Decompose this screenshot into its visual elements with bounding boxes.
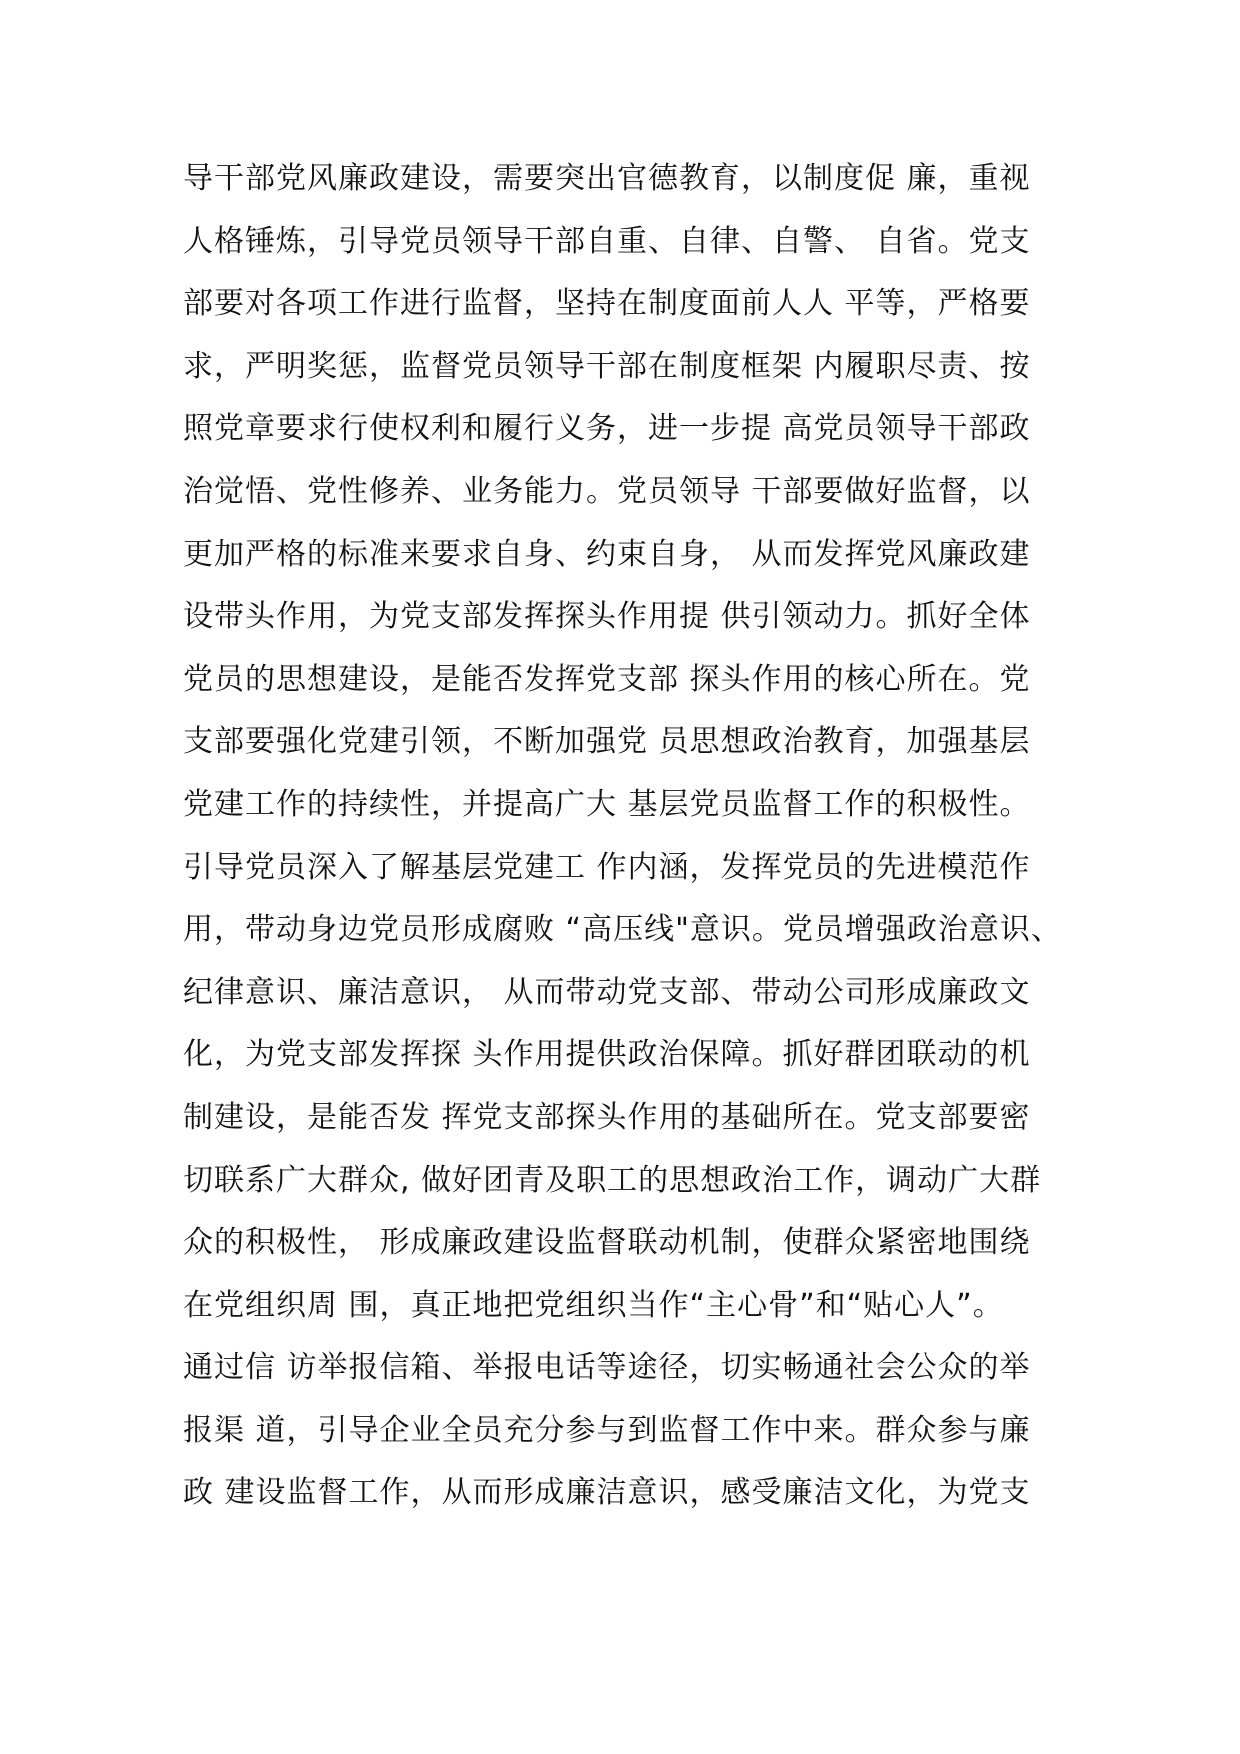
- text-line: 设带头作用，为党支部发挥探头作用提 供引领动力。抓好全体: [183, 599, 1031, 635]
- text-line: 党员的思想建设，是能否发挥党支部 探头作用的核心所在。党: [183, 661, 1031, 697]
- text-line: 引导党员深入了解基层党建工 作内涵，发挥党员的先进模范作: [183, 849, 1031, 885]
- text-line: 制建设，是能否发 挥党支部探头作用的基础所在。党支部要密: [183, 1099, 1031, 1135]
- text-line: 化，为党支部发挥探 头作用提供政治保障。抓好群团联动的机: [183, 1037, 1031, 1073]
- text-line: 报渠 道，引导企业全员充分参与到监督工作中来。群众参与廉: [183, 1412, 1031, 1448]
- text-line: 切联系广大群众, 做好团青及职工的思想政治工作，调动广大群: [183, 1162, 1042, 1198]
- text-line: 人格锤炼，引导党员领导干部自重、自律、自警、 自省。党支: [183, 223, 1031, 259]
- text-line: 支部要强化党建引领，不断加强党 员思想政治教育，加强基层: [183, 724, 1031, 760]
- text-line: 部要对各项工作进行监督，坚持在制度面前人人 平等，严格要: [183, 286, 1031, 322]
- text-line: 政 建设监督工作，从而形成廉洁意识，感受廉洁文化，为党支: [183, 1475, 1031, 1511]
- text-line: 众的积极性， 形成廉政建设监督联动机制，使群众紧密地围绕: [183, 1225, 1031, 1261]
- text-line: 照党章要求行使权利和履行义务，进一步提 高党员领导干部政: [183, 411, 1031, 447]
- text-line: 导干部党风廉政建设，需要突出官德教育，以制度促 廉，重视: [183, 161, 1031, 196]
- text-line: 通过信 访举报信箱、举报电话等途径，切实畅通社会公众的举: [183, 1350, 1031, 1386]
- text-line: 用，带动身边党员形成腐败 “高压线"意识。党员增强政治意识、: [183, 912, 1062, 948]
- text-line: 求，严明奖惩，监督党员领导干部在制度框架 内履职尽责、按: [183, 348, 1031, 384]
- text-line: 更加严格的标准来要求自身、约束自身， 从而发挥党风廉政建: [183, 536, 1031, 572]
- body-text: [183, 148, 1083, 1525]
- text-line: 党建工作的持续性，并提高广大 基层党员监督工作的积极性。: [183, 786, 1031, 822]
- text-line: 纪律意识、廉洁意识， 从而带动党支部、带动公司形成廉政文: [183, 974, 1031, 1010]
- text-line: 治觉悟、党性修养、业务能力。党员领导 干部要做好监督，以: [183, 473, 1031, 509]
- text-line: 在党组织周 围，真正地把党组织当作“主心骨”和“贴心人”。: [183, 1287, 1004, 1323]
